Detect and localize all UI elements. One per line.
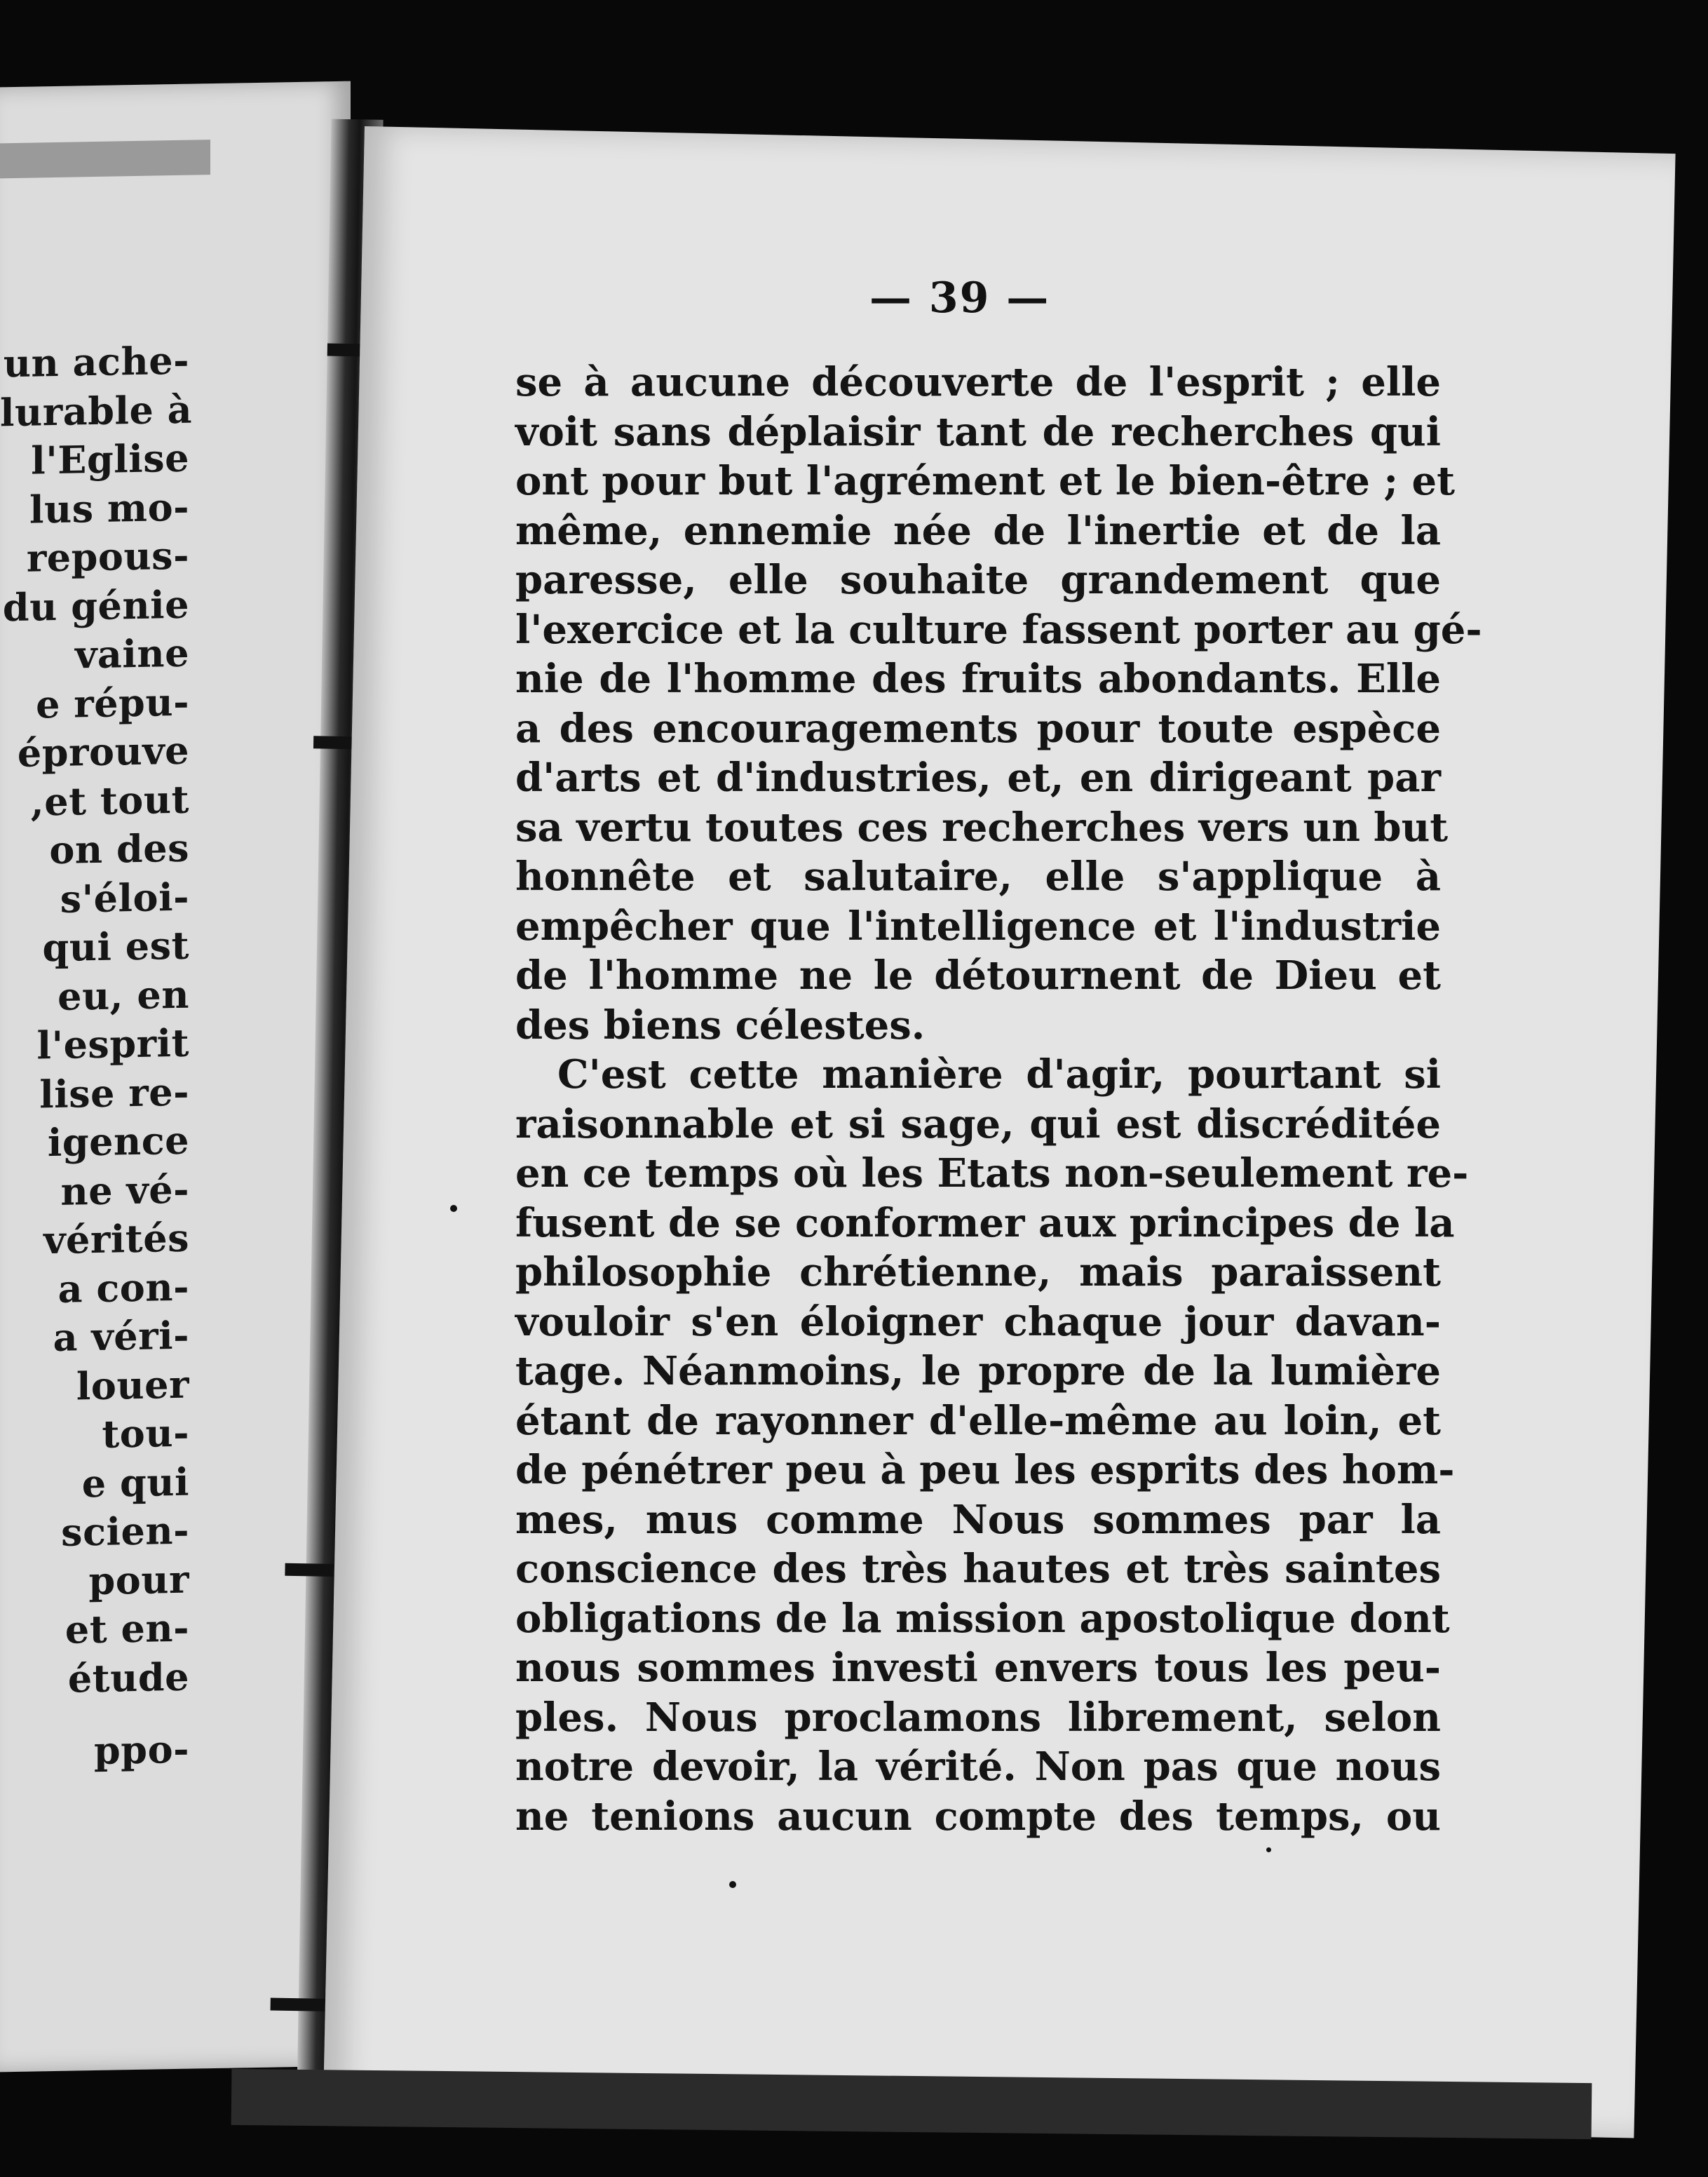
text-line: vaine — [75, 630, 189, 678]
text-line: repous- — [26, 532, 189, 581]
text-line: ne vé- — [60, 1166, 189, 1214]
page-body-text — [515, 358, 1482, 1841]
text-line: tou- — [102, 1410, 189, 1457]
text-line: lurable à — [0, 386, 193, 435]
text-line: scien- — [61, 1507, 189, 1555]
text-line: on des — [49, 825, 189, 873]
text-line: se à aucune découverte de l'esprit ; elle — [515, 359, 1441, 405]
text-line: paresse, elle souhaite grandement que — [515, 557, 1441, 603]
text-line: de l'homme ne le détournent de Dieu et — [515, 952, 1441, 999]
text-line: lise re- — [39, 1069, 189, 1117]
text-line: philosophie chrétienne, mais paraissent — [515, 1249, 1441, 1295]
text-line: sa vertu toutes ces recherches vers un but — [515, 804, 1449, 851]
text-line: l'esprit — [36, 1020, 189, 1068]
text-line: l'exercice et la culture fassent porter au gé- — [515, 606, 1482, 653]
text-line: d'arts et d'industries, et, en dirigeant par — [515, 755, 1441, 801]
text-line: un ache- — [3, 337, 189, 386]
text-line: du génie — [2, 581, 189, 630]
text-line: étude — [67, 1654, 189, 1701]
text-line: nie de l'homme des fruits abondants. Elle — [515, 656, 1441, 702]
ink-speck — [450, 1205, 457, 1212]
text-line: raisonnable et si sage, qui est discréditée — [515, 1100, 1441, 1147]
left-page-text — [0, 337, 193, 1777]
text-line: ,et tout — [30, 776, 189, 825]
text-line: ples. Nous proclamons librement, selon — [515, 1694, 1441, 1741]
page-number: — 39 — — [869, 274, 1050, 323]
text-line: a con- — [57, 1264, 189, 1312]
text-line: notre devoir, la vérité. Non pas que nous — [515, 1744, 1441, 1790]
text-line: eu, en — [57, 971, 189, 1019]
text-line: qui est — [42, 922, 189, 971]
text-line: de pénétrer peu à peu les esprits des hom- — [515, 1447, 1455, 1493]
text-line: a des encouragements pour toute espèce — [515, 705, 1441, 752]
text-line: voit sans déplaisir tant de recherches qui — [515, 408, 1441, 455]
text-line: pour — [88, 1556, 189, 1603]
text-line: honnête et salutaire, elle s'applique à — [515, 854, 1441, 900]
text-line: s'éloi- — [60, 874, 189, 922]
text-line: a véri- — [53, 1312, 189, 1361]
text-line: e qui — [81, 1459, 189, 1506]
text-line: des biens célestes. — [515, 1002, 926, 1049]
text-line: et en- — [65, 1605, 189, 1652]
text-line: fusent de se conformer aux principes de la — [515, 1199, 1455, 1246]
text-line: vouloir s'en éloigner chaque jour davan- — [515, 1298, 1441, 1345]
text-line: ne tenions aucun compte des temps, ou — [515, 1793, 1441, 1840]
text-line: tage. Néanmoins, le propre de la lumière — [515, 1348, 1441, 1394]
ink-speck — [1266, 1847, 1271, 1852]
text-line: conscience des très hautes et très saintes — [515, 1546, 1441, 1592]
text-line: ppo- — [94, 1726, 189, 1774]
text-line: même, ennemie née de l'inertie et de la — [515, 507, 1441, 554]
text-line: nous sommes investi envers tous les peu- — [515, 1645, 1441, 1691]
text-line: mes, mus comme Nous sommes par la — [515, 1496, 1441, 1543]
text-line: C'est cette manière d'agir, pourtant si — [557, 1051, 1441, 1098]
text-line: igence — [47, 1117, 189, 1166]
text-line: empêcher que l'intelligence et l'industrie — [515, 903, 1441, 950]
left-page-top-edge — [0, 140, 210, 178]
text-line: louer — [76, 1361, 189, 1408]
text-line: vérités — [43, 1215, 189, 1263]
text-line: ont pour but l'agrément et le bien-être ; et — [515, 458, 1456, 504]
text-line: e répu- — [36, 679, 189, 727]
text-line: l'Eglise — [31, 435, 189, 483]
left-facing-page — [0, 81, 351, 2072]
text-line: obligations de la mission apostolique dont — [515, 1595, 1450, 1642]
ink-speck — [729, 1881, 736, 1888]
text-line: lus mo- — [29, 484, 189, 532]
text-line: en ce temps où les Etats non-seulement re- — [515, 1150, 1469, 1197]
text-line: éprouve — [17, 727, 189, 776]
text-line: étant de rayonner d'elle-même au loin, et — [515, 1397, 1441, 1444]
